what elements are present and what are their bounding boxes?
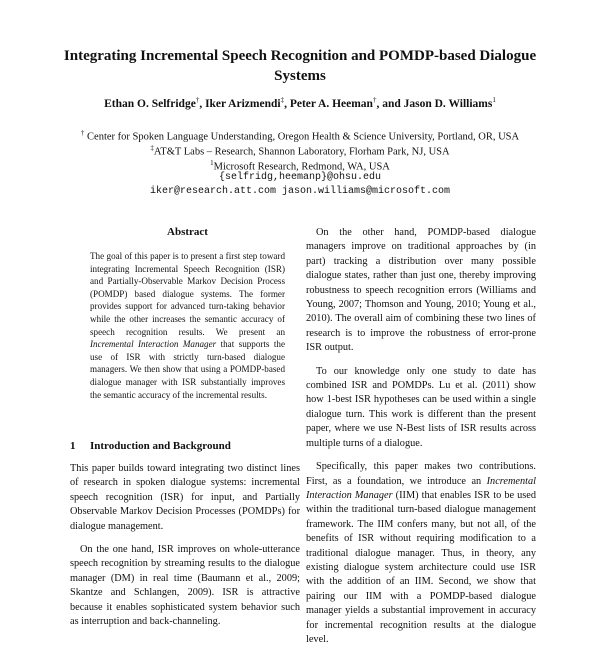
affiliation-text: Center for Spoken Language Understanding, Oregon Health & Science University, Portland, OR, USA	[87, 131, 520, 143]
author-name: Jason D. Williams	[403, 97, 493, 110]
abstract-body	[90, 250, 285, 401]
paragraph-text: Specifically, this paper makes two contributions. First, as a foundation, we introduce an	[306, 461, 536, 487]
abstract-text: The goal of this paper is to present a first step toward integrating Incremental Speech Recognition (ISR) and Partially-Observable Markov Decision Process (POMDP) based dialogue systems. The former provides support for advanced turn-taking behavior while the other increases the semantic accuracy of speech recognition results. We present an	[90, 251, 285, 337]
paragraph: On the other hand, POMDP-based dialogue managers improve on traditional approaches by (in part) tracking a distribution over many possible dialogue states, rather than just one, thereby improving robustness to speech recognition errors (Williams and Young, 2007; Thomson and Young, 2010; Young et al., 2010). The overall aim of combining these two lines of research is to improve the robustness of error-prone ISR output.	[306, 227, 536, 354]
author-mark: ‡	[280, 96, 285, 104]
paragraph: On the one hand, ISR improves on whole-utterance speech recognition by streaming results to the dialogue manager (DM) in real time (Baumann et al., 2009; Skantze and Schlangen, 2009). ISR is attractive because it enables sophisticated system behavior such as interruption and back-channeling.	[70, 544, 300, 628]
paragraph	[306, 460, 536, 647]
section-number: 1	[70, 440, 76, 452]
author-mark: 1	[492, 96, 496, 104]
author-name: Ethan O. Selfridge	[104, 97, 196, 110]
affiliation-mark: 1	[210, 159, 214, 167]
email-line: iker@research.att.com jason.williams@microsoft.com	[149, 186, 451, 197]
affiliation-mark: ‡	[150, 144, 154, 152]
email-line: {selfridg,heemanp}@ohsu.edu	[218, 172, 382, 183]
author-separator: ,	[199, 97, 203, 110]
section-heading	[70, 440, 300, 452]
abstract-heading: Abstract	[167, 226, 208, 238]
author-separator: ,	[284, 97, 287, 110]
abstract-text: that supports the use of ISR with strictly turn-based dialogue managers. We then show that using a POMDP-based dialogue manager with ISR substantially improves the semantic accuracy of the incremental results.	[90, 339, 285, 400]
abstract-emphasis: Incremental Interaction Manager	[90, 339, 217, 350]
author-name: Peter A. Heeman	[289, 97, 373, 110]
paragraph: This paper builds toward integrating two distinct lines of research in spoken dialogue systems: incremental speech recognition (ISR) for input, and Partially Observable Markov Decision Processes (POMDPs) for dialogue management.	[70, 463, 300, 532]
paragraph-emphasis: Incremental Interaction Manager	[306, 475, 536, 501]
left-column-body	[70, 462, 300, 628]
author-mark: †	[372, 96, 377, 104]
author-separator: , and	[376, 97, 401, 110]
affiliation-mark: †	[80, 129, 85, 137]
paragraph: To our knowledge only one study to date has combined ISR and POMDPs. Lu et al. (2011) show how 1-best ISR hypotheses can be used within a single dialogue turn. This work is different than the present paper, where we use N-Best lists of ISR results across multiple turns of a dialogue.	[306, 365, 536, 449]
affiliation-text: Microsoft Research, Redmond, WA, USA	[213, 161, 390, 173]
paragraph-text: (IIM) that enables ISR to be used within the traditional turn-based dialogue management framework. The IIM confers many, but not all, of the benefits of ISR without requiring modification to a traditional dialogue manager. Thus, in theory, any existing dialogue system architecture could use ISR with the addition of an IIM. Second, we show that pairing our IIM with a POMDP-based dialogue manager yields a substantial improvement in accuracy for incremental recognition results at the dialogue level.	[306, 489, 536, 645]
right-column-body	[306, 226, 536, 645]
paper-title: Integrating Incremental Speech Recognition and POMDP-based Dialogue Systems	[63, 48, 537, 84]
author-name: Iker Arizmendi	[205, 97, 281, 110]
author-list	[40, 96, 560, 110]
affiliation-text: AT&T Labs – Research, Shannon Laboratory, Florham Park, NJ, USA	[153, 146, 450, 158]
author-mark: †	[195, 96, 200, 104]
section-title: Introduction and Background	[90, 440, 231, 452]
